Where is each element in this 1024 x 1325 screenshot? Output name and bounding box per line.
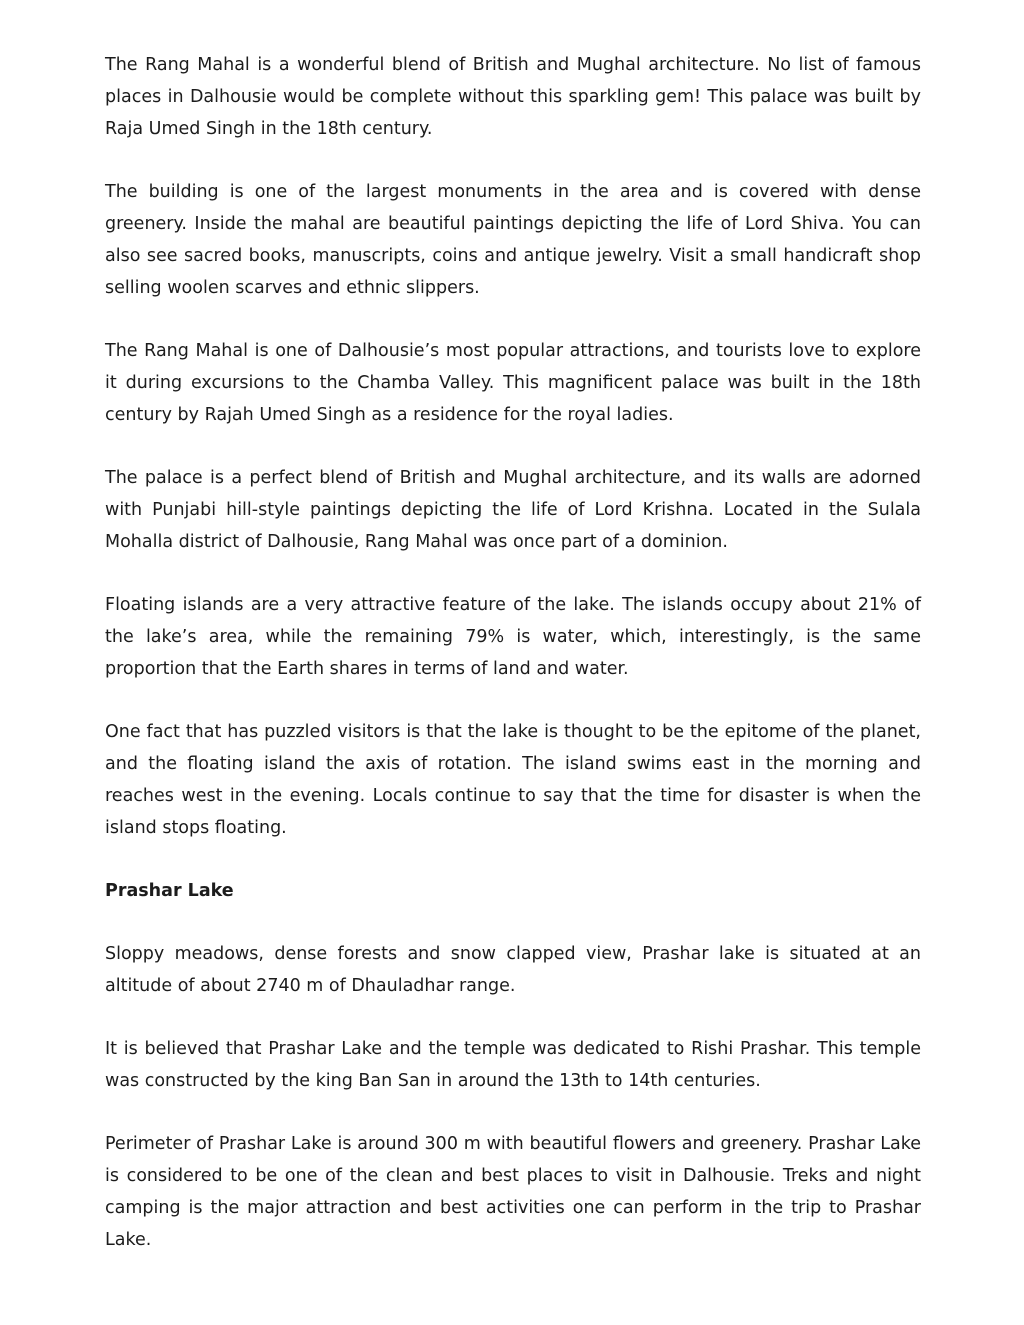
paragraph-building-description: The building is one of the largest monuments in the area and is covered with dense greenery. Inside the mahal are beautiful paintings depicting the life of Lord Shiva. You can also see sacred books, manuscripts, coins and antique jewelry. Visit a small handicraft shop selling woolen scarves and ethnic slippers. — [105, 182, 921, 298]
paragraph-rang-mahal-intro: The Rang Mahal is a wonderful blend of British and Mughal architecture. No list of famous places in Dalhousie would be complete without this sparkling gem! This palace was built by Raja Umed Singh in the 18th century. — [105, 55, 921, 139]
paragraph-puzzled-visitors: One fact that has puzzled visitors is that the lake is thought to be the epitome of the planet, and the floating island the axis of rotation. The island swims east in the morning and reaches west in the evening. Locals continue to say that the time for disaster is when the island stops floating. — [105, 722, 921, 838]
paragraph-palace-architecture: The palace is a perfect blend of British and Mughal architecture, and its walls are adorned with Punjabi hill-style paintings depicting the life of Lord Krishna. Located in the Sulala Mohalla district of Dalhousie, Rang Mahal was once part of a dominion. — [105, 468, 921, 552]
paragraph-prashar-location: Sloppy meadows, dense forests and snow clapped view, Prashar lake is situated at an altitude of about 2740 m of Dhauladhar range. — [105, 944, 921, 996]
document-page — [105, 49, 921, 1287]
paragraph-prashar-perimeter: Perimeter of Prashar Lake is around 300 m with beautiful flowers and greenery. Prashar Lake is considered to be one of the clean and best places to visit in Dalhousie. Treks and night camping is the major attraction and best activities one can perform in the trip to Prashar Lake. — [105, 1134, 921, 1250]
paragraph-rang-mahal-attractions: The Rang Mahal is one of Dalhousie’s most popular attractions, and tourists love to explore it during excursions to the Chamba Valley. This magnificent palace was built in the 18th century by Rajah Umed Singh as a residence for the royal ladies. — [105, 341, 921, 425]
paragraph-prashar-temple: It is believed that Prashar Lake and the temple was dedicated to Rishi Prashar. This temple was constructed by the king Ban San in around the 13th to 14th centuries. — [105, 1039, 921, 1091]
paragraph-floating-islands: Floating islands are a very attractive feature of the lake. The islands occupy about 21% of the lake’s area, while the remaining 79% is water, which, interestingly, is the same proportion that the Earth shares in terms of land and water. — [105, 595, 921, 679]
section-heading: Prashar Lake — [105, 881, 234, 901]
